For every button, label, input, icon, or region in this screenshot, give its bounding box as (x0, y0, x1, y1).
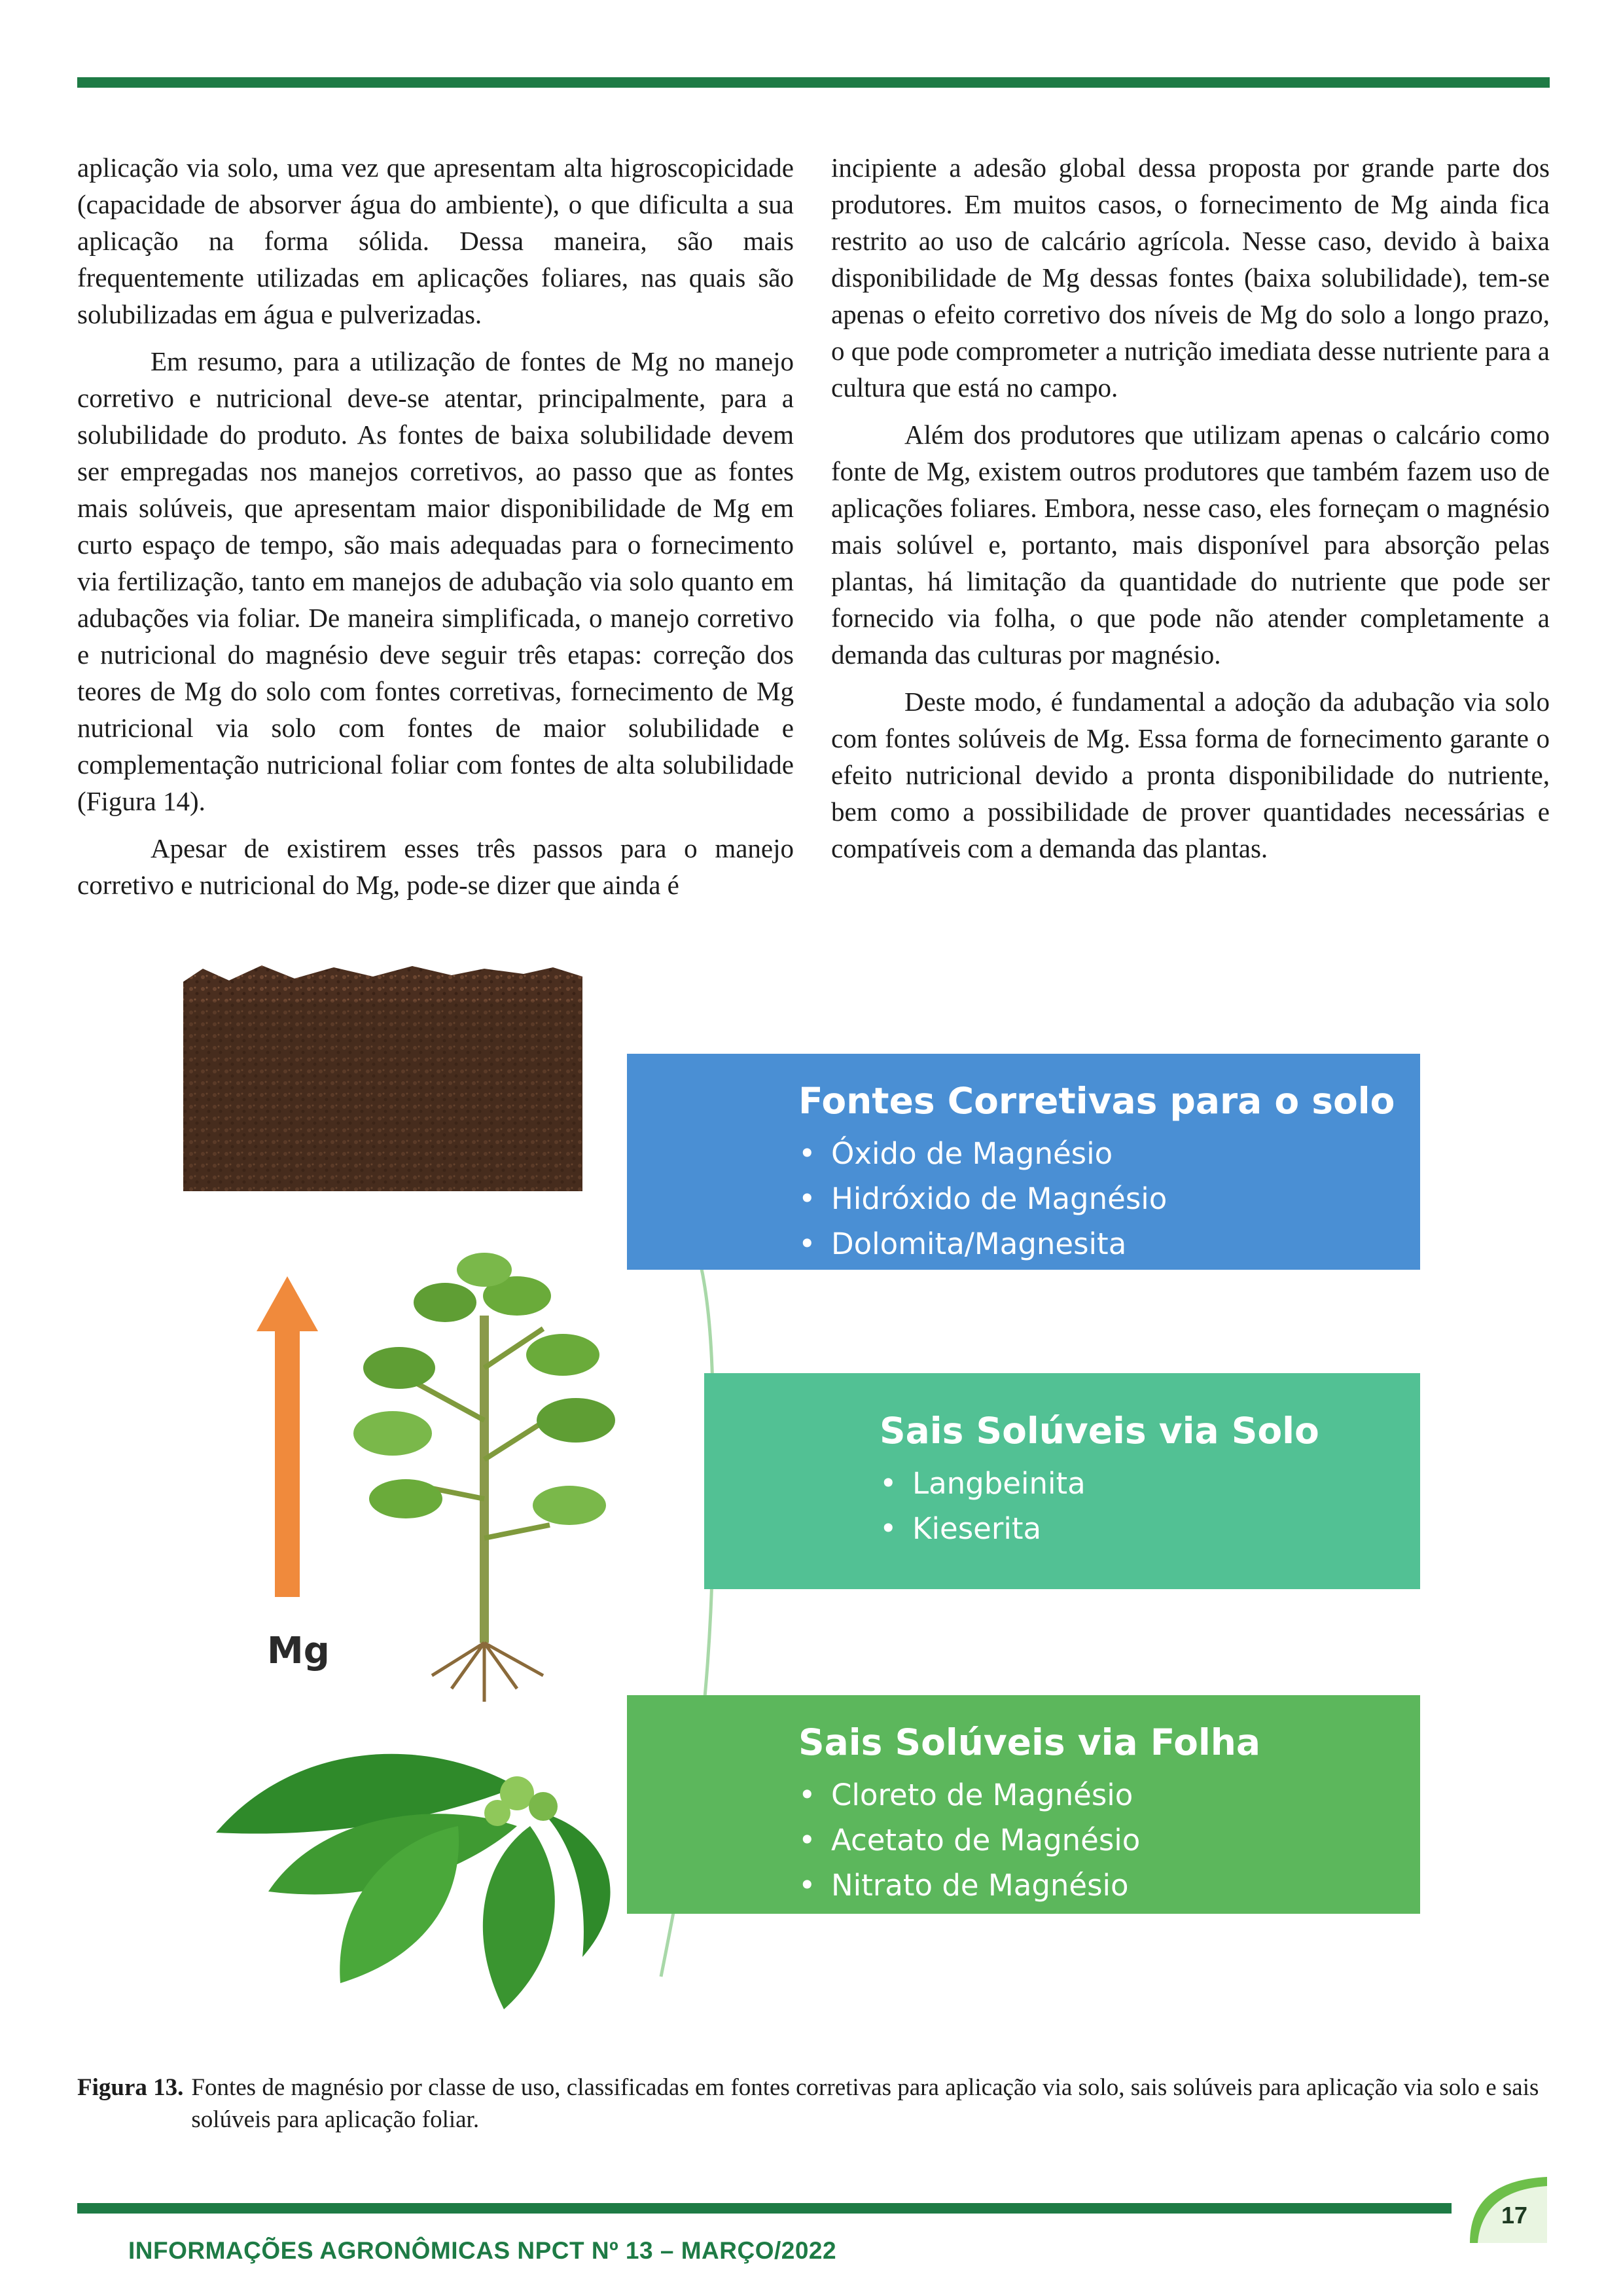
footer-rule (77, 2203, 1452, 2214)
list-item: • Dolomita/Magnesita (798, 1221, 1420, 1266)
list-item: • Óxido de Magnésio (798, 1131, 1420, 1176)
list-item: • Langbeinita (880, 1461, 1420, 1506)
paragraph: Apesar de existirem esses três passos para o manejo corretivo e nutricional do Mg, pode-se dizer que ainda é (77, 833, 794, 900)
header-rule (77, 77, 1550, 88)
list-item: • Nitrato de Magnésio (798, 1863, 1420, 1908)
box-title: Sais Solúveis via Solo (880, 1410, 1319, 1452)
paragraph: aplicação via solo, uma vez que apresentam alta higroscopicidade (capacidade de absorver água do ambiente), o que dificulta a sua aplicação na forma sólida. Dessa maneira, são mais frequentemente utilizadas em aplicações foliares, nas quais são solubilizadas em água e pulverizadas. (77, 152, 794, 329)
soil-image (183, 965, 582, 1191)
box-title: Sais Solúveis via Folha (798, 1721, 1260, 1763)
upward-arrow-icon (257, 1276, 318, 1597)
caption-label: Figura 13. (77, 2074, 184, 2101)
list-item: • Hidróxido de Magnésio (798, 1176, 1420, 1221)
plant-image (353, 1253, 615, 1702)
box-title: Fontes Corretivas para o solo (798, 1080, 1395, 1122)
leaf-soluble-salts-box (627, 1695, 1420, 1914)
page-number: 17 (1501, 2202, 1528, 2229)
list-item: • Acetato de Magnésio (798, 1818, 1420, 1863)
paragraph: incipiente a adesão global dessa proposta por grande parte dos produtores. Em muitos casos, o fornecimento de Mg ainda fica restrito ao uso de calcário agrícola. Nesse caso, devido à baixa disponibilidade de Mg dessas fontes (baixa solubilidade), tem-se apenas o efeito corretivo dos níveis de Mg do solo a longo prazo, o que pode comprometer a nutrição imediata desse nutriente para a cultura que está no campo. (831, 152, 1550, 403)
list-item: • Kieserita (880, 1506, 1420, 1551)
paragraph: Em resumo, para a utilização de fontes de Mg no manejo corretivo e nutricional deve-se atentar, principalmente, para a solubilidade do produto. As fontes de baixa solubilidade devem ser empregadas nos manejos corretivos, ao passo que as fontes mais solúveis, que apresentam maior disponibilidade de Mg em curto espaço de tempo, são mais adequadas para o fornecimento via fertilização, tanto em manejos de adubação via solo quanto em adubações via foliar. De maneira simplificada, o manejo corretivo e nutricional do magnésio deve seguir três etapas: correção dos teores de Mg do solo com fontes corretivas, fornecimento de Mg nutricional via solo com fontes de maior solubilidade e complementação nutricional foliar com fontes de alta solubilidade (Figura 14). (77, 346, 794, 816)
text-column-right (831, 149, 1550, 877)
figure-13 (177, 962, 1427, 2042)
figure-caption (77, 2072, 1550, 2136)
paragraph: Deste modo, é fundamental a adoção da adubação via solo com fontes solúveis de Mg. Essa forma de fornecimento garante o efeito nutricional devido a pronta disponibilidade do nutriente, bem como a possibilidade de prover quantidades necessárias e compatíveis com a demanda das plantas. (831, 687, 1550, 863)
caption-text: Fontes de magnésio por classe de uso, classificadas em fontes corretivas para aplicação via solo, sais solúveis para aplicação via solo e sais solúveis para aplicação foliar. (191, 2074, 1539, 2133)
leaves-image (216, 1754, 611, 2009)
text-column-left (77, 149, 794, 914)
list-item: • Cloreto de Magnésio (798, 1772, 1420, 1818)
corrective-sources-box (627, 1054, 1420, 1270)
soil-soluble-salts-box (704, 1373, 1420, 1589)
paragraph: Além dos produtores que utilizam apenas o calcário como fonte de Mg, existem outros produtores que também fazem uso de aplicações foliares. Embora, nesse caso, eles forneçam o magnésio mais solúvel e, portanto, mais disponível para absorção pelas plantas, há limitação da quantidade do nutriente que pode ser fornecido via folha, o que pode não atender completamente a demanda das culturas por magnésio. (831, 420, 1550, 670)
mg-label: Mg (267, 1630, 330, 1672)
publication-footer: INFORMAÇÕES AGRONÔMICAS NPCT Nº 13 – MARÇO/2022 (128, 2237, 837, 2264)
